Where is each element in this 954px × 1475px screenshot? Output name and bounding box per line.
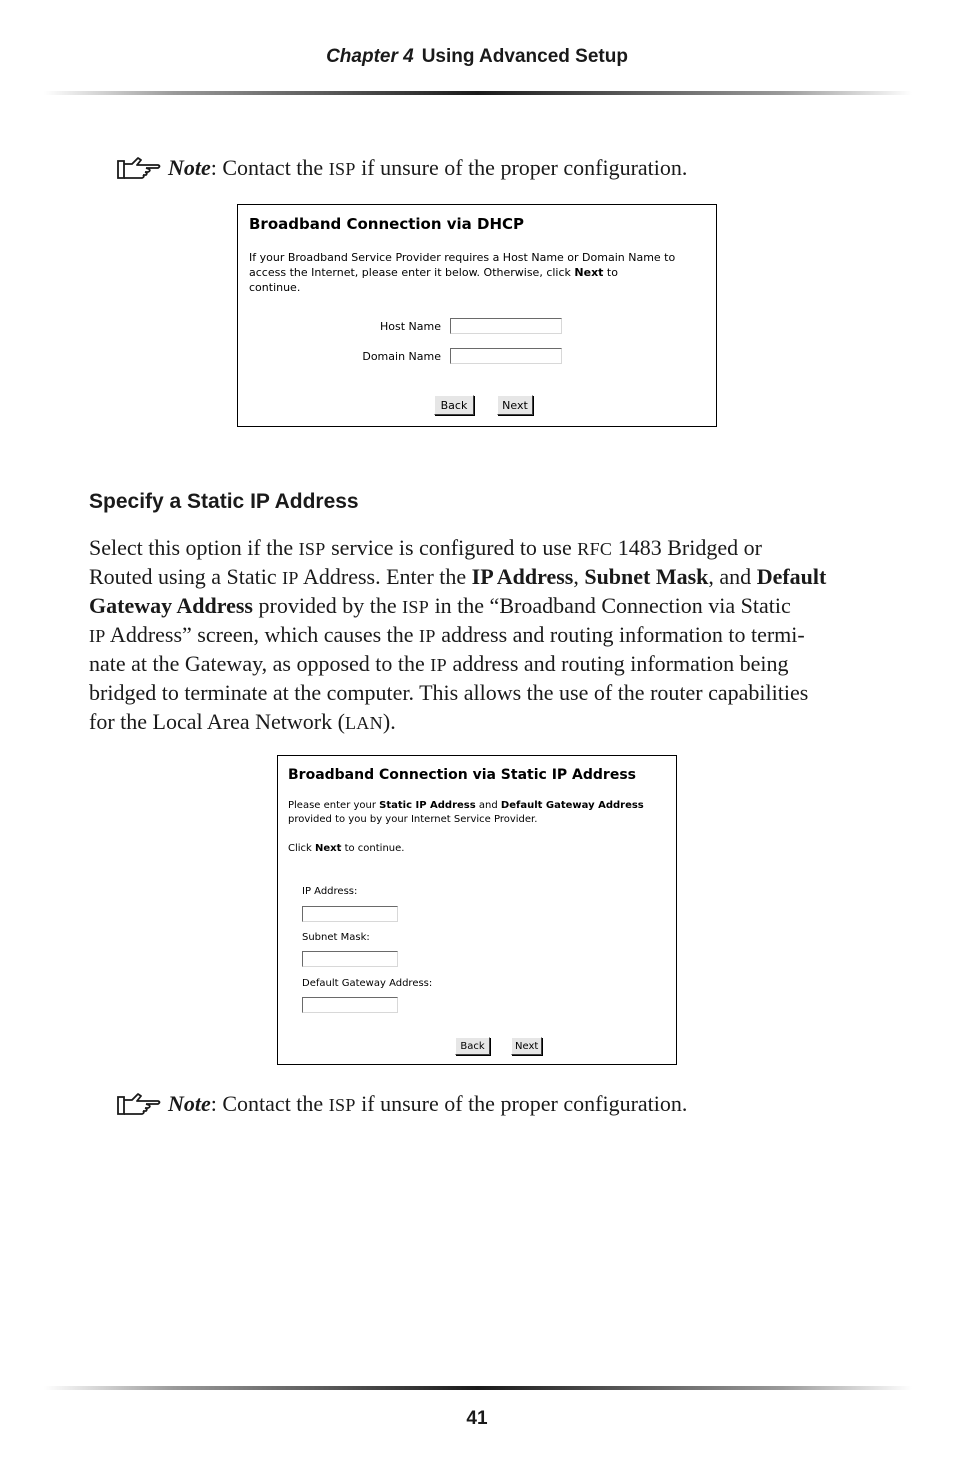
- back-button[interactable]: Back: [455, 1037, 490, 1055]
- body-paragraph: Select this option if the ISP service is configured to use RFC 1483 Bridged or Routed using a Static IP Address. Enter the IP Address, Subnet Mask, and Default Gateway Address provided by the ISP in the “Broadband Connection via Static IP Address” screen, which causes the IP address and routing information to termi- nate at the Gateway, as opposed to the IP address and routing information being bridged to terminate at the computer. This allows the use of the router capabilities for the Local Area Network (LAN).: [89, 535, 827, 734]
- dhcp-panel-title: Broadband Connection via DHCP: [249, 215, 525, 233]
- subnet-mask-input[interactable]: [302, 951, 398, 967]
- header-rule: [44, 91, 912, 95]
- footer-rule: [44, 1386, 912, 1390]
- subnet-mask-label: Subnet Mask:: [302, 932, 370, 943]
- ip-address-label: IP Address:: [302, 886, 358, 897]
- static-panel-title: Broadband Connection via Static IP Address: [288, 767, 636, 783]
- host-name-input[interactable]: [450, 318, 562, 334]
- dhcp-connection-panel: [237, 204, 717, 427]
- chapter-label: Chapter 4: [326, 46, 414, 67]
- note-label: Note: [168, 1091, 211, 1116]
- chapter-title: Using Advanced Setup: [421, 46, 628, 67]
- ip-address-input[interactable]: [302, 906, 398, 922]
- running-header: [0, 46, 954, 68]
- section-heading: Specify a Static IP Address: [89, 490, 359, 513]
- static-panel-instruction: Click Next to continue.: [288, 843, 405, 854]
- dhcp-panel-intro: If your Broadband Service Provider requires a Host Name or Domain Name to access the Internet, please enter it below. Otherwise, click Next to continue.: [249, 251, 676, 294]
- static-ip-connection-panel: [277, 755, 677, 1065]
- note-top: Note: Contact the ISP if unsure of the proper configuration.: [116, 155, 687, 186]
- default-gateway-input[interactable]: [302, 997, 398, 1013]
- page-number: 41: [466, 1408, 488, 1429]
- next-button[interactable]: Next: [497, 395, 533, 415]
- note-bottom: Note: Contact the ISP if unsure of the proper configuration.: [116, 1091, 687, 1122]
- static-panel-intro: Please enter your Static IP Address and Default Gateway Address provided to you by your Internet Service Provider.: [288, 800, 644, 825]
- host-name-label: Host Name: [380, 320, 441, 333]
- domain-name-label: Domain Name: [362, 350, 441, 363]
- default-gateway-label: Default Gateway Address:: [302, 978, 433, 989]
- pointing-hand-icon: [116, 1092, 162, 1122]
- domain-name-input[interactable]: [450, 348, 562, 364]
- back-button[interactable]: Back: [434, 395, 474, 415]
- next-button[interactable]: Next: [511, 1037, 542, 1055]
- pointing-hand-icon: [116, 156, 162, 186]
- note-label: Note: [168, 155, 211, 180]
